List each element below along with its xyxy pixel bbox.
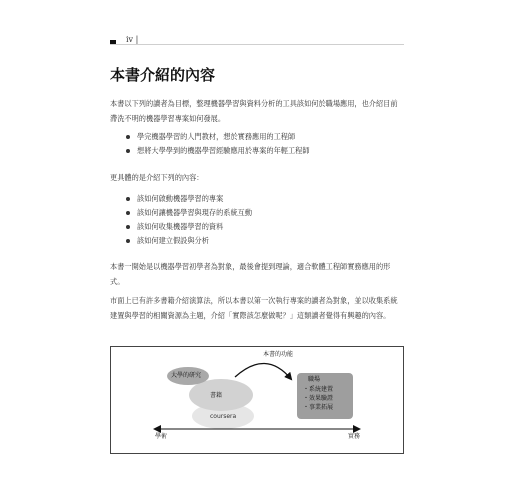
axis-right-label: 實務 [348, 433, 361, 440]
list-item [126, 234, 396, 248]
intro-paragraph: 本書以下列的讀者為目標，整理機器學習與資料分析的工具該如何於職場應用，也介紹目前滯洗不明的機器學習專案如何發展。 [110, 99, 398, 123]
coursera-label: coursera [210, 413, 237, 420]
list-item [126, 144, 396, 158]
bullet-icon [126, 197, 130, 201]
workplace-item: ・事業拓展 [303, 404, 334, 411]
topics-list [126, 192, 396, 248]
list-item-text: 該如何讓機器學習與現存的系統互動 [137, 208, 253, 217]
header-rule [110, 44, 404, 45]
book-role-diagram [110, 346, 404, 454]
audience-paragraph: 本書一開始是以機器學習初學者為對象，最後會提到理論，適合軟體工程師實務應用的形式。 [110, 262, 391, 286]
workplace-title: 職場 [308, 376, 321, 383]
audience-list [126, 130, 396, 158]
lead-paragraph: 更具體的是介紹下列的內容： [110, 173, 204, 182]
bullet-icon [126, 135, 130, 139]
list-item [126, 192, 396, 206]
bullet-icon [126, 211, 130, 215]
function-arrow [235, 363, 291, 379]
running-header [110, 34, 404, 46]
list-item-text: 該如何建立假設與分析 [137, 236, 209, 245]
list-item [126, 130, 396, 144]
bullet-icon [126, 239, 130, 243]
axis-left-label: 學術 [155, 433, 168, 440]
page-number: iv | [126, 35, 139, 44]
scope-paragraph: 市面上已有許多書籍介紹演算法，所以本書以第一次執行專案的讀者為對象，並以收集系統建置與學習的相關資源為主題，介紹「實際該怎麼做呢？」這類讀者覺得有興趣的內容。 [110, 296, 398, 320]
bullet-icon [126, 225, 130, 229]
workplace-item: ・效果驗證 [303, 395, 334, 402]
list-item-text: 想將大學學到的機器學習經驗應用於專案的年輕工程師 [137, 146, 310, 155]
university-label: 大學的研究 [171, 372, 202, 379]
section-title: 本書介紹的內容 [110, 66, 216, 84]
bullet-icon [126, 149, 130, 153]
workplace-item: ・系統建置 [303, 386, 334, 393]
books-label: 書籍 [210, 392, 223, 399]
function-label: 本書的功能 [263, 351, 294, 358]
list-item [126, 206, 396, 220]
list-item-text: 該如何收集機器學習的資料 [137, 222, 224, 231]
list-item [126, 220, 396, 234]
list-item-text: 該如何啟動機器學習的專案 [137, 194, 224, 203]
list-item-text: 學完機器學習的人門教材，想於實務應用的工程師 [137, 132, 296, 141]
